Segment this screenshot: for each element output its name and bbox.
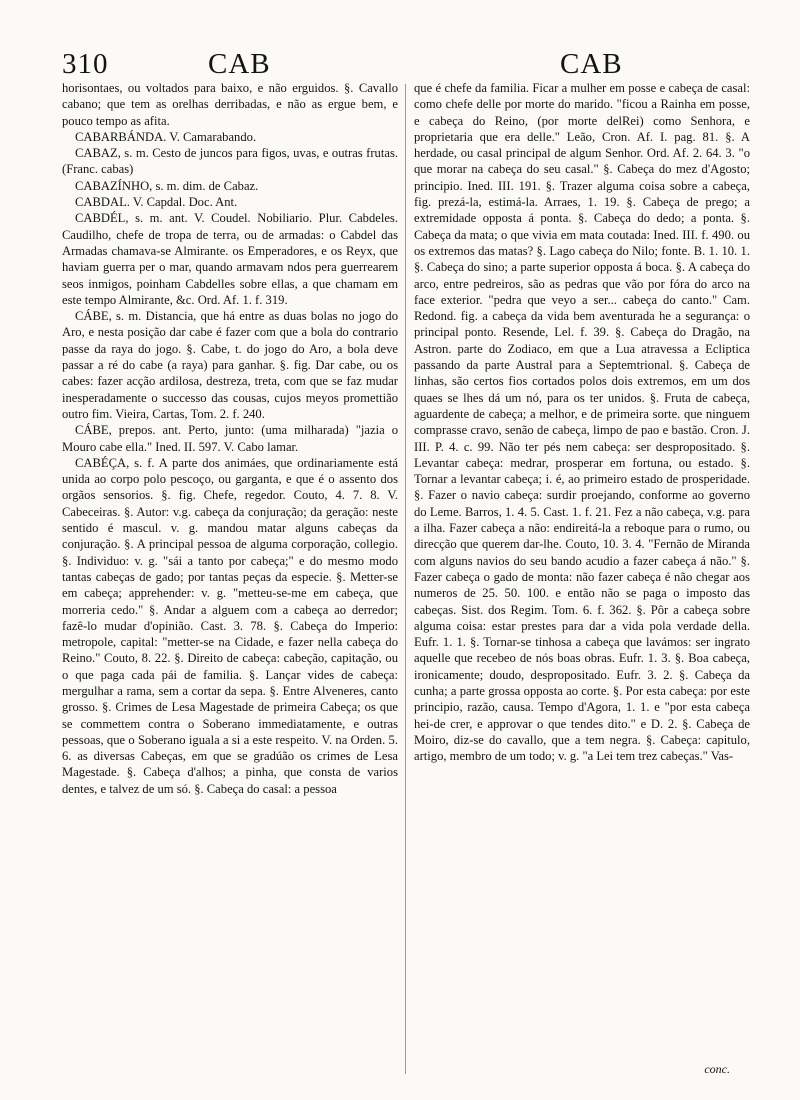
- entry-paragraph: horisontaes, ou voltados para baixo, e não erguidos. §. Cavallo cabano; que tem as orelhas derribadas, e não as ergue bem, e pouco tempo as afita.: [62, 81, 398, 128]
- entry-paragraph: CÁBE, s. m. Distancia, que há entre as duas bolas no jogo do Aro, e nesta posição dar cabe é fazer com que a bola do contrario passe da raya do jogo. §. Cabe, t. do jogo do Aro, a bola deve passar a ré do cabe (a raya) para ganhar. §. fig. Dar cabe, ou os cabes: fazer acção ardilosa, destreza, treta, com que se faz mudar inesperadamente o successo das cousas, cujos meyos promettião outro fim. Vieira, Cartas, Tom. 2. f. 240.: [62, 309, 398, 421]
- page-number: 310: [62, 48, 109, 80]
- catchword: conc.: [704, 1062, 730, 1076]
- entry-paragraph: CÁBE, prepos. ant. Perto, junto: (uma milharada) "jazia o Mouro cabe ella." Ined. II. 597. V. Cabo lamar.: [62, 423, 398, 454]
- entry-paragraph: CABDAL. V. Capdal. Doc. Ant.: [75, 195, 238, 210]
- entry-paragraph: CABARBÁNDA. V. Camarabando.: [75, 129, 257, 144]
- entry-paragraph: CABÉÇA, s. f. A parte dos animáes, que ordinariamente está unida ao corpo polo pescoço, ou garganta, e que é o assento dos orgãos sensorios. §. fig. Chefe, regedor. Couto, 4. 7. 8. V. Cabeceiras. §. Autor: v.g. cabeça da conjuração; da geração: neste sentido é mascul. v. g. mandou matar alguns cabeças da conjuração. §. A principal pessoa de alguma corporação, collegio. §. Individuo: v. g. "sái a tanto por cabeça;" e do mesmo modo tantas cabeças de gado; por tantas peças da especie. §. Metter-se em cabeça; apprehender: v. g. "metteu-se-me em cabeça, que morreria cedo." §. Andar a alguem com a cabeça ao derredor; fazê-lo mudar d'opinião. Cast. 3. 78. §. Cabeça do Imperio: metropole, capital: "metter-se na Cidade, e fazer nella cabeça do Reino." Couto, 8. 22. §. Direito de cabeça: cabeção, capitação, ou o que paga cada pái de familia. §. Lançar vides de cabeça: mergulhar a rama, sem a cortar da sepa. §. Entre Alveneres, canto grosso. §. Crimes de Lesa Magestade de primeira Cabeça; os que se commettem contra o Soberano immediatamente, e outras pessoas, que o Soberano iguala a si a este respeito. V. na Orden. 5. 6. as diversas Cabeças, em que se gradúão os crimes de Lesa Magestade. §. Cabeça d'alhos; a pinha, que consta de varios dentes, e talvez de um só. §. Cabeça do casal: a pessoa: [62, 455, 398, 796]
- entry-paragraph: que é chefe da familia. Ficar a mulher em posse e cabeça de casal: como chefe delle por morte do marido. "ficou a Rainha em posse, e cabeça do Reino, (por morte delRei) como Senhora, e proprietaria que era delle." Leão, Cron. Af. I. pag. 81. §. A herdade, ou casal principal de algum Senhor. Ord. Af. 2. 64. 3. "o que morar na cabeça do seu casal." §. Cabeça do mez d'Agosto; principio. Ined. III. 191. §. Trazer alguma coisa sobre a cabeça, fig. prezá-la, estimá-la. Arraes, 1. 19. §. Cabeça de prego; a extremidade opposta á ponta. §. Cabeça do dedo; a ponta. §. Cabeça da mata; o que vivia em mata coutada: Ined. III. f. 490. ou os extremos das matas? §. Lago cabeça do Nilo; fonte. B. 1. 10. 1. §. Cabeça do sino; a parte superior opposta á boca. §. A cabeça do arco, entre pedreiros, são as pedras que vão por fóra do arco na face exterior. "pedra que veyo a ser... cabeça do canto." Cam. Redond. fig. a cabeça da vida bem aventurada he a segurança: o principal ponto. Resende, Lel. f. 39. §. Cabeça do Dragão, na Astron. parte do Zodiaco, em que a Lua atravessa a Ecliptica passando da parte Austral para a Septemtrional. §. Cabeça de linhas, são certos fios cortados polos dois extremos, em um dos quaes se lhes dá um nó, para os ter unidos. §. Fruta de cabeça, aguardente de cabeça; a melhor, e de primeira sorte. que ninguem comprasse cravo, senão de cabeça, limpo de pao e bastão. Cron. J. III. P. 4. c. 99. Não ter pés nem cabeça: ser despropositado. §. Levantar cabeça: medrar, prosperar em fortuna, ou estado. §. Tornar a levantar cabeça; i. é, ao primeiro estado de prosperidade. §. Fazer o navio cabeça: surdir proejando, conforme ao governo do Leme. Barros, 1. 4. 5. Cast. 1. f. 21. Fez a não cabeça, v.g. para a ilha. Fazer cabeça a não: endireitá-la a reboque para o rumo, ou direcção que querem dar-lhe. Couto, 10. 3. 4. "Fernão de Miranda com alguns navios do seu bando acudio a fazer cabeça á não." §. Fazer cabeça o gado de monta: não fazer cabeça é não chegar aos numeros de 25. 50. 100. e então não se paga o imposto das cabeças. Sist. dos Regim. Tom. 6. f. 362. §. Pôr a cabeça sobre alguma coisa: estar prestes para dar a vida pola verdade della. Eufr. 1. 1. §. Tornar-se tinhosa a cabeça que lavámos: ser ingrato aquelle que recebeo de nós boas obras. Eufr. 1. 3. §. Boa cabeça, ironicamente; doudo, despropositado. Eufr. 3. 2. §. Cabeça da cunha; a parte grossa opposta ao corte. §. Por esta cabeça: por este principio, razão, causa. Tempo d'Agora, 1. 1. e "por esta cabeça hei-de crer, e approvar o que tendes dito." e D. 2. §. Cabeça de Moiro, diz-se do cavallo, que a tem negra. §. Cabeça: capitulo, artigo, membro de um todo; v. g. "a Lei tem trez cabeças." Vas-: [414, 81, 750, 764]
- left-column: [62, 80, 398, 797]
- guide-word-left: CAB: [208, 48, 271, 80]
- guide-word-right: CAB: [560, 48, 623, 80]
- entry-paragraph: CABDÉL, s. m. ant. V. Coudel. Nobiliario. Plur. Cabdeles. Caudilho, chefe de tropa de terra, ou de armadas: o Cabdel das Armadas chamava-se Almirante. os Emperadores, e os Reyx, que haviam guerra per o mar, quando armavam ndos pera guerrearem seos inmigos, poinham Cabdelles sobre ellas, a que chamam em este tempo Almirante, &c. Ord. Af. 1. f. 319.: [62, 211, 398, 307]
- column-divider: [405, 84, 406, 1074]
- right-column: [414, 80, 750, 764]
- entry-paragraph: CABAZ, s. m. Cesto de juncos para figos, uvas, e outras frutas. (Franc. cabas): [62, 146, 398, 177]
- entry-paragraph: CABAZÍNHO, s. m. dim. de Cabaz.: [75, 178, 259, 193]
